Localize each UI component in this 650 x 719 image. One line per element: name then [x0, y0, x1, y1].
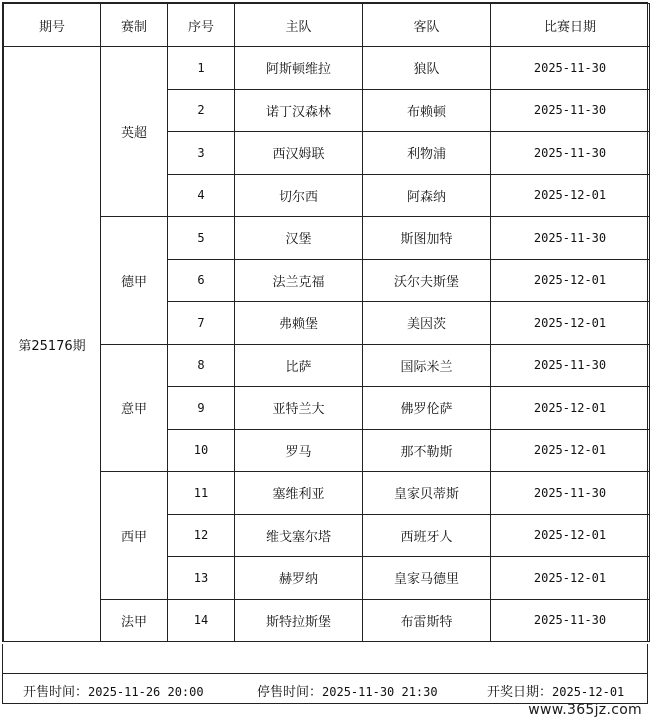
- league-serie-a: 意甲: [101, 344, 168, 472]
- match-date: 2025-11-30: [491, 89, 650, 132]
- league-bundesliga: 德甲: [101, 217, 168, 345]
- sale-stop-value: 2025-11-30 21:30: [322, 685, 438, 699]
- home-team: 汉堡: [235, 217, 363, 260]
- home-team: 比萨: [235, 344, 363, 387]
- away-team: 布雷斯特: [363, 599, 491, 642]
- header-match-date: 比赛日期: [491, 4, 650, 47]
- match-date: 2025-11-30: [491, 472, 650, 515]
- match-seq: 13: [168, 557, 235, 600]
- away-team: 布赖顿: [363, 89, 491, 132]
- sale-start-time: [23, 681, 204, 700]
- match-seq: 3: [168, 132, 235, 175]
- away-team: 阿森纳: [363, 174, 491, 217]
- match-date: 2025-11-30: [491, 344, 650, 387]
- match-date: 2025-11-30: [491, 132, 650, 175]
- away-team: 沃尔夫斯堡: [363, 259, 491, 302]
- sale-stop-time: [257, 681, 438, 700]
- table-header-row: [4, 4, 650, 47]
- match-seq: 9: [168, 387, 235, 430]
- sale-start-label: 开售时间：: [23, 685, 89, 700]
- sale-info-row: [2, 674, 648, 704]
- match-date: 2025-12-01: [491, 429, 650, 472]
- match-date: 2025-12-01: [491, 174, 650, 217]
- match-date: 2025-11-30: [491, 47, 650, 90]
- match-seq: 7: [168, 302, 235, 345]
- match-date: 2025-12-01: [491, 557, 650, 600]
- match-date: 2025-12-01: [491, 387, 650, 430]
- home-team: 诺丁汉森林: [235, 89, 363, 132]
- header-away-team: 客队: [363, 4, 491, 47]
- match-seq: 10: [168, 429, 235, 472]
- home-team: 弗赖堡: [235, 302, 363, 345]
- table-row: [4, 599, 650, 642]
- home-team: 西汉姆联: [235, 132, 363, 175]
- home-team: 赫罗纳: [235, 557, 363, 600]
- away-team: 皇家马德里: [363, 557, 491, 600]
- match-seq: 4: [168, 174, 235, 217]
- match-seq: 14: [168, 599, 235, 642]
- away-team: 狼队: [363, 47, 491, 90]
- match-date: 2025-12-01: [491, 259, 650, 302]
- away-team: 国际米兰: [363, 344, 491, 387]
- draw-date-label: 开奖日期：: [487, 685, 553, 700]
- sale-start-value: 2025-11-26 20:00: [88, 685, 204, 699]
- match-seq: 1: [168, 47, 235, 90]
- site-watermark: www.365jz.com: [528, 702, 642, 718]
- away-team: 利物浦: [363, 132, 491, 175]
- match-schedule-table: [3, 3, 650, 642]
- sale-stop-label: 停售时间：: [257, 685, 323, 700]
- home-team: 斯特拉斯堡: [235, 599, 363, 642]
- home-team: 亚特兰大: [235, 387, 363, 430]
- away-team: 佛罗伦萨: [363, 387, 491, 430]
- home-team: 切尔西: [235, 174, 363, 217]
- match-seq: 5: [168, 217, 235, 260]
- draw-date: [487, 681, 624, 700]
- draw-date-value: 2025-12-01: [552, 685, 625, 699]
- header-period: 期号: [4, 4, 101, 47]
- away-team: 美因茨: [363, 302, 491, 345]
- away-team: 斯图加特: [363, 217, 491, 260]
- schedule-sheet: [2, 2, 648, 642]
- match-seq: 11: [168, 472, 235, 515]
- home-team: 塞维利亚: [235, 472, 363, 515]
- match-date: 2025-12-01: [491, 302, 650, 345]
- table-row: [4, 472, 650, 515]
- table-row: [4, 217, 650, 260]
- match-seq: 6: [168, 259, 235, 302]
- league-la-liga: 西甲: [101, 472, 168, 600]
- league-premier-league: 英超: [101, 47, 168, 217]
- home-team: 罗马: [235, 429, 363, 472]
- match-date: 2025-12-01: [491, 514, 650, 557]
- match-seq: 2: [168, 89, 235, 132]
- match-date: 2025-11-30: [491, 599, 650, 642]
- empty-row: [2, 644, 648, 674]
- period-number: 第25176期: [4, 47, 101, 642]
- header-home-team: 主队: [235, 4, 363, 47]
- header-league: 赛制: [101, 4, 168, 47]
- table-row: [4, 344, 650, 387]
- table-row: [4, 47, 650, 90]
- match-seq: 12: [168, 514, 235, 557]
- away-team: 皇家贝蒂斯: [363, 472, 491, 515]
- league-ligue-1: 法甲: [101, 599, 168, 642]
- away-team: 那不勒斯: [363, 429, 491, 472]
- home-team: 维戈塞尔塔: [235, 514, 363, 557]
- match-seq: 8: [168, 344, 235, 387]
- home-team: 阿斯顿维拉: [235, 47, 363, 90]
- home-team: 法兰克福: [235, 259, 363, 302]
- match-date: 2025-11-30: [491, 217, 650, 260]
- away-team: 西班牙人: [363, 514, 491, 557]
- header-seq: 序号: [168, 4, 235, 47]
